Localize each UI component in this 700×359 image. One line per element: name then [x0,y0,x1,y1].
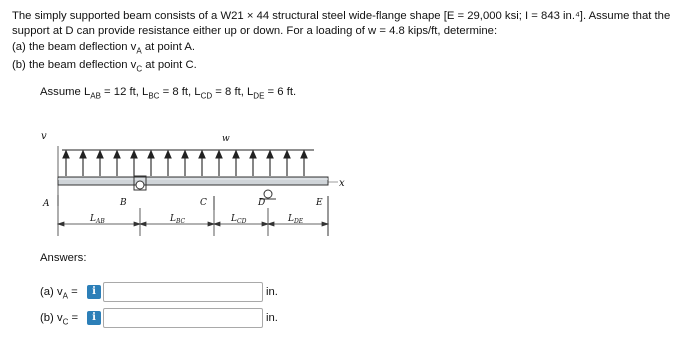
answer-a-input[interactable] [103,282,263,302]
answers-heading: Answers: [40,252,87,264]
dim-de-label: $L_{DE}$ [288,214,304,225]
problem-line-1: The simply supported beam consists of a W21 × 44 structural steel wide-flange shape [E = 29,000 ksi; I = 843 in.⁴]. Assume that the [12,10,671,22]
answer-b-input[interactable] [103,308,263,328]
dim-bc-label: $L_{BC}$ [170,214,186,225]
info-icon[interactable]: i [87,285,101,299]
answer-b-unit: in. [266,312,278,324]
point-c-label: C [200,198,207,208]
point-a-label: A [43,199,50,209]
point-e-label: E [316,198,323,208]
assumptions: Assume $L_{AB} = 12$ ft, $L_{BC} = 8$ ft, $L_{CD} = 8$ ft, $L_{DE} = 6$ ft. [40,86,297,101]
answer-a-label: (a) $v_A$ = [40,286,78,301]
problem-part-b: (b) the beam deflection $v_C$ at point C. [12,59,197,74]
dim-ab-label: $L_{AB}$ [90,214,105,225]
x-axis-label: x [339,178,345,189]
answer-a-unit: in. [266,286,278,298]
beam [58,177,328,185]
problem-part-a: (a) the beam deflection $v_A$ at point A. [12,40,196,56]
v-axis-label: v [41,131,47,142]
info-icon[interactable]: i [87,311,101,325]
load-label: w [222,134,230,144]
dim-cd-label: $L_{CD}$ [231,214,247,225]
answer-b-label: (b) $v_C$ = [40,312,79,327]
problem-line-2: support at D can provide resistance either up or down. For a loading of w = 4.8 kips/ft, determine: [12,25,498,38]
point-b-label: B [120,198,127,208]
point-d-label: D [258,198,266,208]
distributed-load [62,150,314,176]
